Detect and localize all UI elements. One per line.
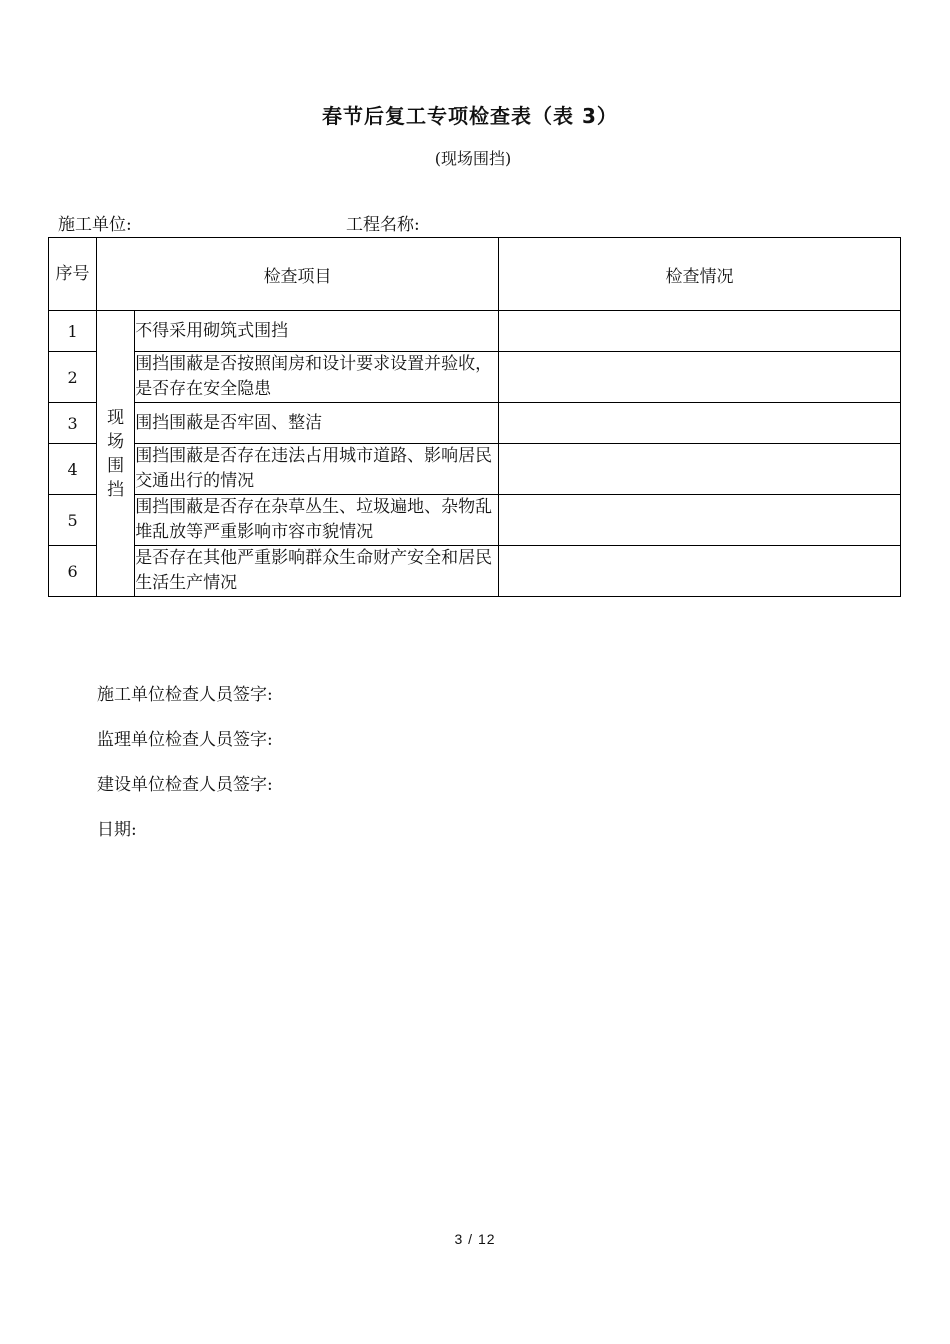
row-number: 1 xyxy=(49,311,97,352)
row-number: 4 xyxy=(49,444,97,495)
header-status: 检查情况 xyxy=(499,238,901,311)
category-label: 现 场 围 挡 xyxy=(107,407,125,500)
table-row xyxy=(49,352,901,403)
table-row xyxy=(49,546,901,597)
inspection-table xyxy=(48,237,901,597)
row-status[interactable] xyxy=(499,546,901,597)
row-status[interactable] xyxy=(499,444,901,495)
row-number: 3 xyxy=(49,403,97,444)
row-item: 围挡围蔽是否存在杂草丛生、垃圾遍地、杂物乱堆乱放等严重影响市容市貌情况 xyxy=(135,495,499,546)
table-row xyxy=(49,444,901,495)
row-item: 围挡围蔽是否按照闺房和设计要求设置并验收，是否存在安全隐患 xyxy=(135,352,499,403)
signature-section xyxy=(97,683,273,863)
table-row xyxy=(49,403,901,444)
row-status[interactable] xyxy=(499,352,901,403)
supervision-signature-label: 监理单位检查人员签字: xyxy=(97,730,273,750)
owner-signature-label: 建设单位检查人员签字: xyxy=(97,775,273,795)
row-item: 是否存在其他严重影响群众生命财产安全和居民生活生产情况 xyxy=(135,546,499,597)
header-item: 检查项目 xyxy=(97,238,499,311)
row-item: 不得采用砌筑式围挡 xyxy=(135,311,499,352)
row-status[interactable] xyxy=(499,403,901,444)
construction-unit-label: 施工单位: xyxy=(58,215,132,235)
row-number: 6 xyxy=(49,546,97,597)
table-header-row xyxy=(49,238,901,311)
page-title: 春节后复工专项检查表（表 3） xyxy=(322,104,618,128)
page-number: 3 / 12 xyxy=(454,1231,496,1247)
page-subtitle: (现场围挡) xyxy=(434,149,512,168)
row-status[interactable] xyxy=(499,495,901,546)
row-number: 2 xyxy=(49,352,97,403)
table-row xyxy=(49,495,901,546)
date-label: 日期: xyxy=(97,820,137,840)
construction-signature-label: 施工单位检查人员签字: xyxy=(97,685,273,705)
header-no: 序号 xyxy=(49,238,97,311)
project-name-label: 工程名称: xyxy=(346,215,420,235)
table-row xyxy=(49,311,901,352)
category-cell xyxy=(97,311,135,597)
row-status[interactable] xyxy=(499,311,901,352)
row-item: 围挡围蔽是否牢固、整洁 xyxy=(135,403,499,444)
row-number: 5 xyxy=(49,495,97,546)
row-item: 围挡围蔽是否存在违法占用城市道路、影响居民交通出行的情况 xyxy=(135,444,499,495)
